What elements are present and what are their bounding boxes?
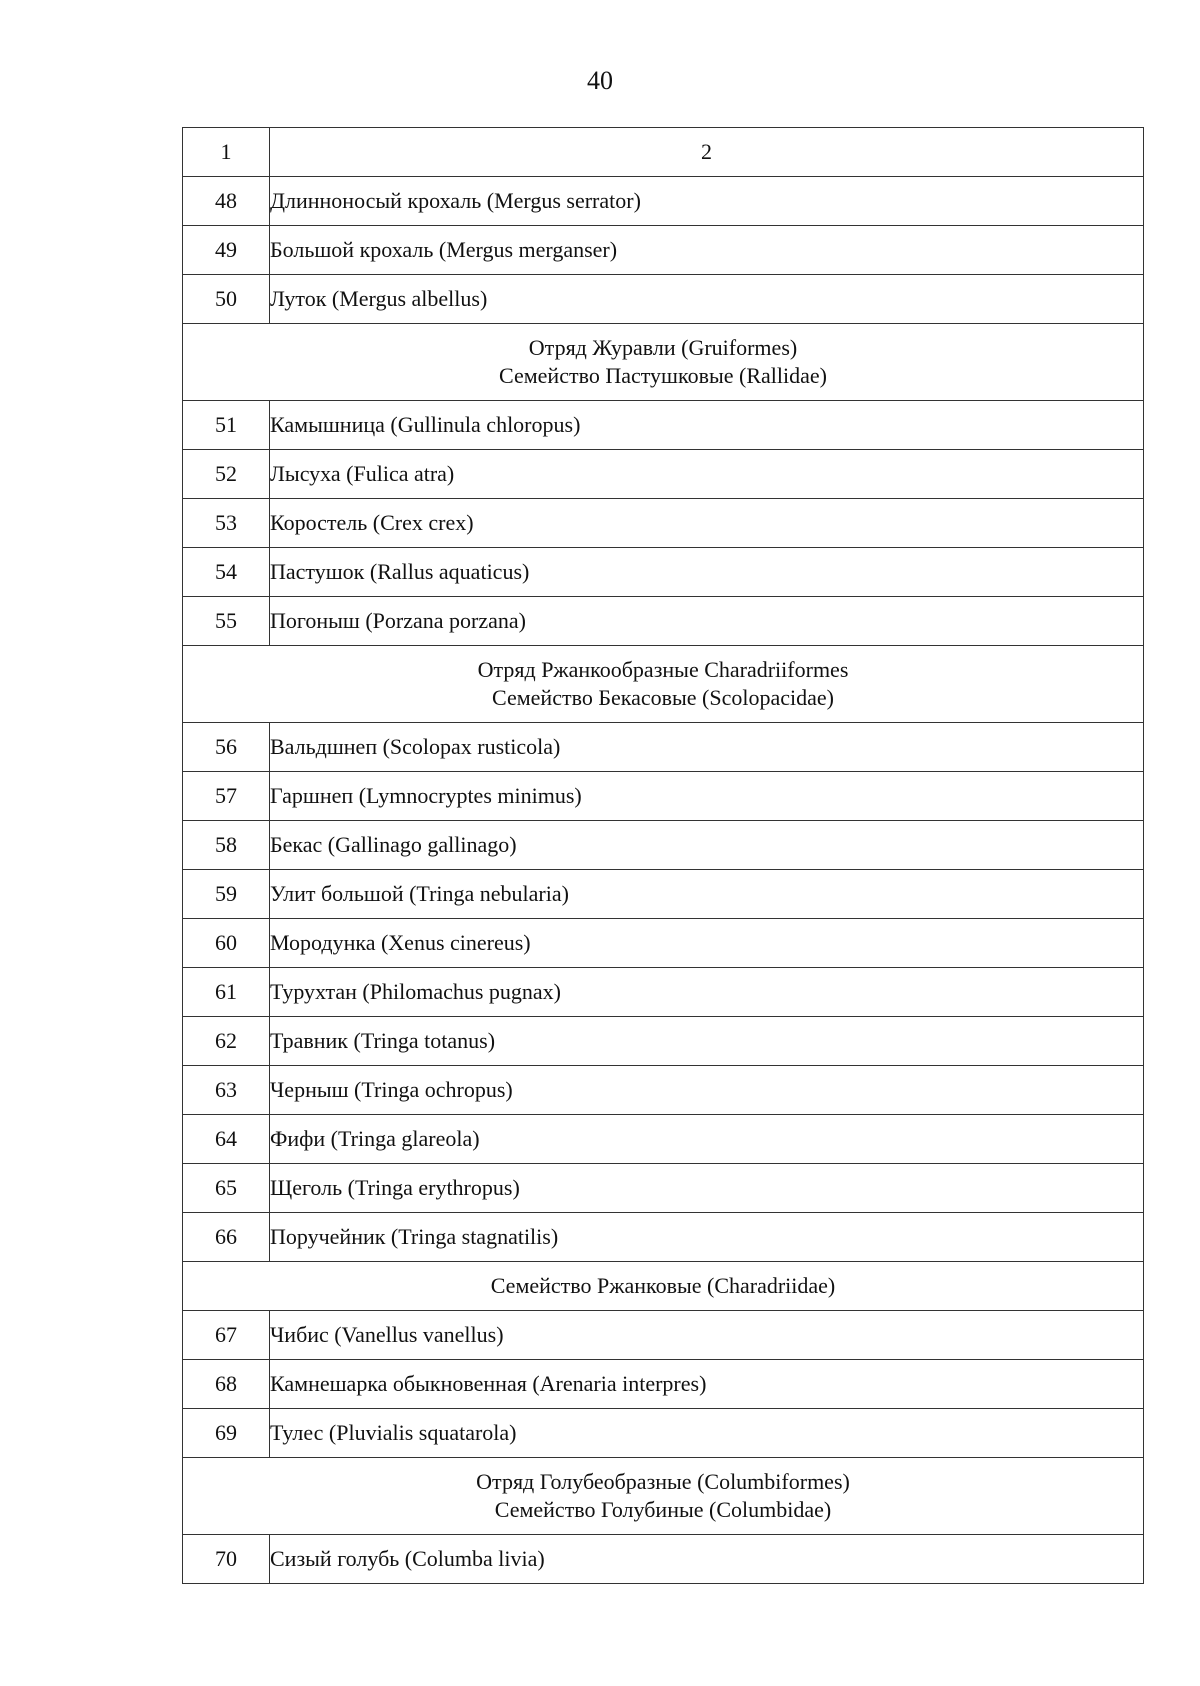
row-number: 50: [183, 275, 270, 324]
order-heading: Отряд Ржанкообразные Charadriiformes: [477, 657, 849, 682]
species-name: Большой крохаль (Mergus merganser): [270, 226, 1144, 275]
species-name: Мородунка (Xenus cinereus): [270, 919, 1144, 968]
species-name: Щеголь (Tringa erythropus): [270, 1164, 1144, 1213]
table-row: [183, 226, 1144, 275]
species-name: Черныш (Tringa ochropus): [270, 1066, 1144, 1115]
species-name: Турухтан (Philomachus pugnax): [270, 968, 1144, 1017]
row-number: 68: [183, 1360, 270, 1409]
table-row: [183, 450, 1144, 499]
table-row: [183, 821, 1144, 870]
taxon-group-heading: [183, 1458, 1144, 1535]
taxon-group-heading: [183, 646, 1144, 723]
species-name: Чибис (Vanellus vanellus): [270, 1311, 1144, 1360]
taxon-group-row: [183, 646, 1144, 723]
row-number: 61: [183, 968, 270, 1017]
table-row: [183, 870, 1144, 919]
table-header-row: [183, 128, 1144, 177]
species-name: Фифи (Tringa glareola): [270, 1115, 1144, 1164]
table-row: [183, 1360, 1144, 1409]
species-name: Камнешарка обыкновенная (Arenaria interpres): [270, 1360, 1144, 1409]
table-row: [183, 1213, 1144, 1262]
row-number: 54: [183, 548, 270, 597]
species-name: Лысуха (Fulica atra): [270, 450, 1144, 499]
species-name: Травник (Tringa totanus): [270, 1017, 1144, 1066]
row-number: 51: [183, 401, 270, 450]
row-number: 64: [183, 1115, 270, 1164]
table-row: [183, 548, 1144, 597]
table-row: [183, 1066, 1144, 1115]
table-row: [183, 1017, 1144, 1066]
order-heading: Отряд Журавли (Gruiformes): [528, 335, 798, 360]
row-number: 48: [183, 177, 270, 226]
species-name: Луток (Mergus albellus): [270, 275, 1144, 324]
column-name-header: 2: [270, 128, 1144, 177]
species-name: Длинноносый крохаль (Mergus serrator): [270, 177, 1144, 226]
family-heading: Семейство Пастушковые (Rallidae): [499, 363, 827, 388]
species-name: Пастушок (Rallus aquaticus): [270, 548, 1144, 597]
table-row: [183, 1409, 1144, 1458]
row-number: 65: [183, 1164, 270, 1213]
taxon-group-row: [183, 1262, 1144, 1311]
table-row: [183, 177, 1144, 226]
row-number: 56: [183, 723, 270, 772]
species-name: Тулес (Pluvialis squatarola): [270, 1409, 1144, 1458]
order-heading: Отряд Голубеобразные (Columbiformes): [476, 1469, 850, 1494]
taxon-group-heading: [183, 324, 1144, 401]
family-heading: Семейство Бекасовые (Scolopacidae): [492, 685, 834, 710]
species-name: Гаршнеп (Lymnocryptes minimus): [270, 772, 1144, 821]
table-row: [183, 275, 1144, 324]
family-heading: Семейство Ржанковые (Charadriidae): [490, 1273, 836, 1298]
row-number: 55: [183, 597, 270, 646]
row-number: 70: [183, 1535, 270, 1584]
row-number: 58: [183, 821, 270, 870]
species-name: Вальдшнеп (Scolopax rusticola): [270, 723, 1144, 772]
row-number: 62: [183, 1017, 270, 1066]
row-number: 49: [183, 226, 270, 275]
species-name: Погоныш (Porzana porzana): [270, 597, 1144, 646]
table-row: [183, 919, 1144, 968]
taxon-group-row: [183, 1458, 1144, 1535]
table-body: [183, 128, 1144, 1584]
species-name: Коростель (Crex crex): [270, 499, 1144, 548]
row-number: 69: [183, 1409, 270, 1458]
species-name: Поручейник (Tringa stagnatilis): [270, 1213, 1144, 1262]
taxon-group-heading: [183, 1262, 1144, 1311]
row-number: 53: [183, 499, 270, 548]
row-number: 66: [183, 1213, 270, 1262]
species-name: Сизый голубь (Columba livia): [270, 1535, 1144, 1584]
species-name: Улит большой (Tringa nebularia): [270, 870, 1144, 919]
page-number: 40: [587, 66, 613, 95]
table-row: [183, 1164, 1144, 1213]
row-number: 59: [183, 870, 270, 919]
column-number-header: 1: [183, 128, 270, 177]
row-number: 63: [183, 1066, 270, 1115]
table-row: [183, 1535, 1144, 1584]
taxon-group-row: [183, 324, 1144, 401]
species-name: Бекас (Gallinago gallinago): [270, 821, 1144, 870]
table-row: [183, 1311, 1144, 1360]
species-name: Камышница (Gullinula chloropus): [270, 401, 1144, 450]
row-number: 57: [183, 772, 270, 821]
row-number: 52: [183, 450, 270, 499]
table-row: [183, 772, 1144, 821]
table-row: [183, 1115, 1144, 1164]
table-row: [183, 401, 1144, 450]
species-table: [182, 127, 1144, 1584]
table-row: [183, 597, 1144, 646]
table-row: [183, 499, 1144, 548]
table-row: [183, 968, 1144, 1017]
row-number: 67: [183, 1311, 270, 1360]
table-row: [183, 723, 1144, 772]
row-number: 60: [183, 919, 270, 968]
family-heading: Семейство Голубиные (Columbidae): [494, 1497, 832, 1522]
